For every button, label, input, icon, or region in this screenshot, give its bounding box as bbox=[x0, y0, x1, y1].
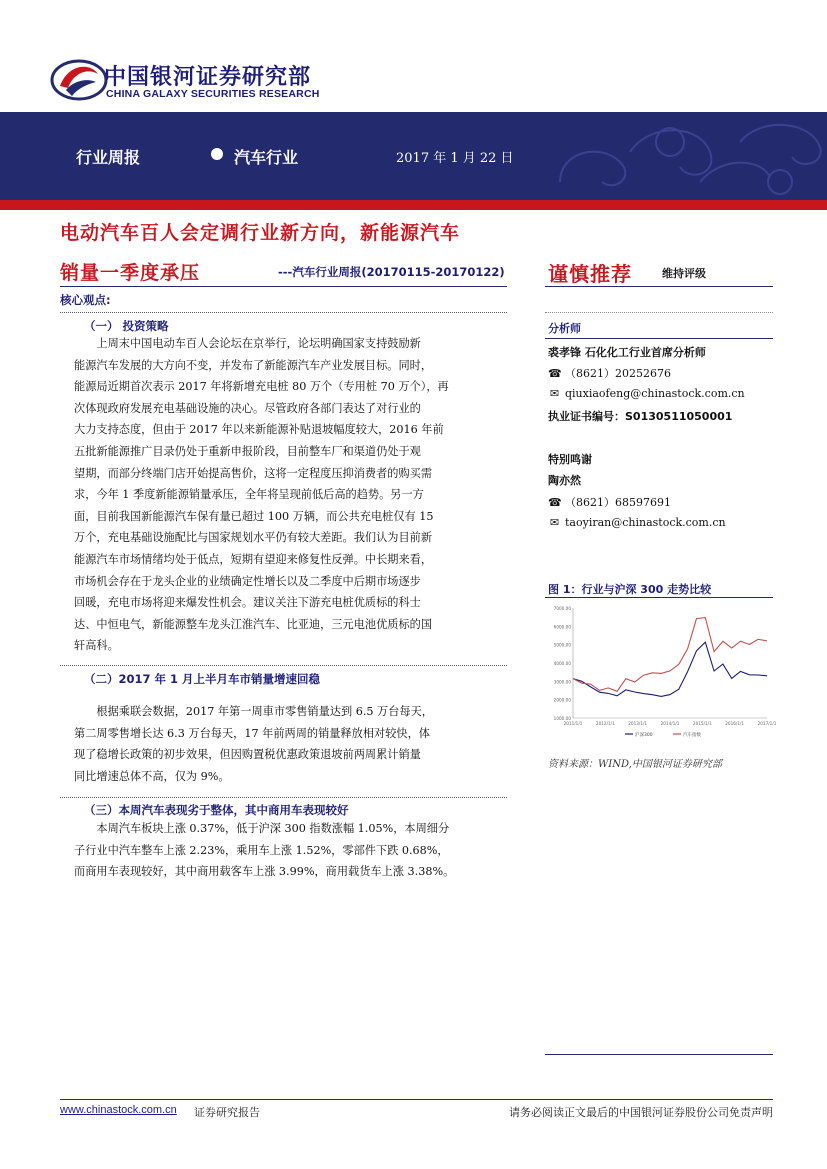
series-line-hs300 bbox=[573, 642, 767, 696]
section-body-sales bbox=[74, 701, 510, 787]
section-divider bbox=[60, 797, 507, 798]
x-tick-label: 2013/1/1 bbox=[628, 721, 648, 726]
text-line: 望期，而部分终端门店开始提高售价，这将一定程度压抑消费者的购买需 bbox=[74, 466, 433, 480]
x-tick-label: 2012/1/1 bbox=[595, 721, 615, 726]
x-tick-label: 2011/1/1 bbox=[563, 721, 583, 726]
report-date: 2017 年 1 月 22 日 bbox=[396, 151, 514, 166]
text-line: 达、中恒电气，新能源整车龙头江淮汽车、比亚迪，三元电池优质标的国 bbox=[74, 617, 433, 631]
core-view-label: 核心观点: bbox=[60, 293, 111, 307]
text-line: 万个，充电基础设施配比与国家规划水平仍有较大差距。我们认为目前新 bbox=[74, 531, 433, 545]
rating-divider bbox=[545, 286, 773, 287]
brand-name-cn: 中国银河证券研究部 bbox=[104, 65, 312, 90]
y-tick-label: 3000.00 bbox=[553, 679, 571, 685]
section-heading-performance: （三）本周汽车表现劣于整体，其中商用车表现较好 bbox=[84, 803, 349, 817]
text-line: 能源汽车发展的大方向不变，并发布了新能源汽车产业发展目标。同时， bbox=[74, 358, 433, 372]
y-tick-label: 2000.00 bbox=[553, 697, 571, 703]
text-line: 第二周零售增长达 6.3 万台每天，17 年前两周的销量释放相对较快，体 bbox=[74, 726, 430, 740]
section-body-performance bbox=[74, 818, 510, 883]
text-line: 回暖，充电市场将迎来爆发性机会。建议关注下游充电桩优质标的科士 bbox=[74, 596, 421, 610]
x-tick-label: 2014/1/1 bbox=[660, 721, 680, 726]
text-line: 同比增速总体不高，仅为 9%。 bbox=[74, 769, 230, 783]
figure-underline bbox=[545, 597, 773, 598]
legend-label: 沪深300 bbox=[635, 733, 653, 738]
text-line: 五批新能源推广目录仍处于重新申报阶段，目前整车厂和渠道仍处于观 bbox=[74, 444, 421, 458]
text-line: 市场机会存在于龙头企业的业绩确定性增长以及二季度中后期市场逐步 bbox=[74, 574, 421, 588]
footer-disclaimer: 请务必阅读正文最后的中国银河证券股份公司免责声明 bbox=[509, 1106, 773, 1119]
text-line: 子行业中汽车整车上涨 2.23%，乘用车上涨 1.52%，零部件下跌 0.68%， bbox=[74, 843, 449, 857]
section-heading-strategy: （一） 投资策略 bbox=[84, 319, 169, 333]
y-tick-label: 1000.00 bbox=[553, 716, 571, 721]
analyst-license: 执业证书编号：S0130511050001 bbox=[548, 410, 733, 423]
rating: 谨慎推荐 bbox=[548, 262, 632, 286]
text-line: 上周末中国电动车百人会论坛在京举行，论坛明确国家支持鼓励新 bbox=[74, 337, 421, 350]
analyst-name-title: 裘孝锋 石化化工行业首席分析师 bbox=[548, 346, 706, 359]
header-red-stripe bbox=[0, 200, 827, 210]
section-divider bbox=[60, 312, 507, 313]
footer-tag: 证券研究报告 bbox=[194, 1106, 260, 1119]
text-line: 而商用车表现较好，其中商用载客车上涨 3.99%，商用载货车上涨 3.38%。 bbox=[74, 865, 455, 879]
trend-chart bbox=[545, 600, 777, 745]
title-divider bbox=[60, 286, 507, 287]
phone-icon: ☎ bbox=[548, 367, 562, 380]
report-title-line1: 电动汽车百人会定调行业新方向，新能源汽车 bbox=[60, 222, 461, 244]
thanks-label: 特别鸣谢 bbox=[548, 453, 592, 466]
y-tick-label: 5000.00 bbox=[553, 642, 571, 648]
text-line: 根据乘联会数据，2017 年第一周車市零售销量达到 6.5 万台每天， bbox=[74, 705, 433, 718]
analyst-label: 分析师 bbox=[548, 322, 581, 335]
text-line: 次体现政府发展充电基础设施的决心。尽管政府各部门表达了对行业的 bbox=[74, 401, 421, 415]
analyst-underline bbox=[545, 338, 773, 339]
x-tick-label: 2016/1/1 bbox=[725, 721, 745, 726]
brand-name-en: CHINA GALAXY SECURITIES RESEARCH bbox=[106, 88, 320, 100]
text-line: 现了稳增长政策的初步效果，但因购置税优惠政策退坡前两周累计销量 bbox=[74, 748, 421, 762]
galaxy-logo-icon bbox=[50, 58, 108, 102]
thanks-email[interactable]: taoyiran@chinastock.com.cn bbox=[565, 516, 726, 529]
cloud-pattern-icon bbox=[520, 112, 827, 200]
rating-action: 维持评级 bbox=[662, 267, 706, 280]
phone-icon: ☎ bbox=[548, 496, 562, 509]
thanks-name: 陶亦然 bbox=[548, 474, 581, 487]
y-tick-label: 4000.00 bbox=[553, 661, 571, 666]
text-line: 面，目前我国新能源汽车保有量已超过 100 万辆，而公共充电桩仅有 15 bbox=[74, 509, 434, 523]
text-line: 求，今年 1 季度新能源销量承压，全年将呈现前低后高的趋势。另一方 bbox=[74, 488, 424, 502]
section-body-strategy bbox=[74, 333, 510, 657]
analyst-phone: （8621）20252676 bbox=[565, 367, 671, 380]
text-line: 本周汽车板块上涨 0.37%，低于沪深 300 指数涨幅 1.05%，本周细分 bbox=[74, 822, 450, 835]
report-subtitle: ---汽车行业周报(20170115-20170122) bbox=[278, 265, 505, 279]
figure-source: 资料来源：WIND,中国银河证券研究部 bbox=[548, 759, 722, 770]
report-type: 行业周报 bbox=[76, 148, 141, 167]
report-title-line2: 销量一季度承压 bbox=[60, 262, 201, 284]
thanks-phone-row bbox=[548, 494, 671, 510]
text-line: 大力支持态度，但由于 2017 年以来新能源补贴退坡幅度较大，2016 年前 bbox=[74, 423, 444, 437]
right-column-bottom-line bbox=[545, 1054, 773, 1055]
y-tick-label: 6000.00 bbox=[553, 624, 571, 630]
bullet-dot-icon bbox=[211, 148, 223, 160]
text-line: 轩高科。 bbox=[74, 639, 119, 653]
y-tick-label: 7000.00 bbox=[553, 606, 571, 611]
email-icon: ✉ bbox=[549, 387, 560, 400]
figure-title: 图 1：行业与沪深 300 走势比较 bbox=[548, 583, 712, 596]
analyst-email[interactable]: qiuxiaofeng@chinastock.com.cn bbox=[565, 387, 745, 400]
text-line: 能源局近期首次表示 2017 年将新增充电桩 80 万个（专用桩 70 万个），再 bbox=[74, 380, 449, 394]
section-heading-sales: （二）2017 年 1 月上半月车市销量增速回稳 bbox=[84, 672, 321, 686]
legend-label: 汽车指数 bbox=[683, 733, 701, 738]
thanks-email-row bbox=[548, 516, 726, 529]
text-line: 能源汽车市场情绪均处于低点，短期有望迎来修复性反弹。中长期来看， bbox=[74, 552, 433, 566]
thanks-phone: （8621）68597691 bbox=[565, 496, 671, 509]
series-line-auto bbox=[573, 618, 767, 692]
industry-name: 汽车行业 bbox=[234, 148, 299, 167]
footer-divider bbox=[60, 1099, 773, 1100]
analyst-divider bbox=[545, 312, 773, 313]
x-tick-label: 2015/1/1 bbox=[692, 721, 712, 726]
x-tick-label: 2017/1/1 bbox=[757, 721, 777, 726]
analyst-phone-row bbox=[548, 365, 671, 381]
section-divider bbox=[60, 665, 507, 666]
email-icon: ✉ bbox=[549, 516, 560, 529]
footer-url-link[interactable]: www.chinastock.com.cn bbox=[60, 1104, 177, 1116]
analyst-email-row bbox=[548, 387, 745, 400]
